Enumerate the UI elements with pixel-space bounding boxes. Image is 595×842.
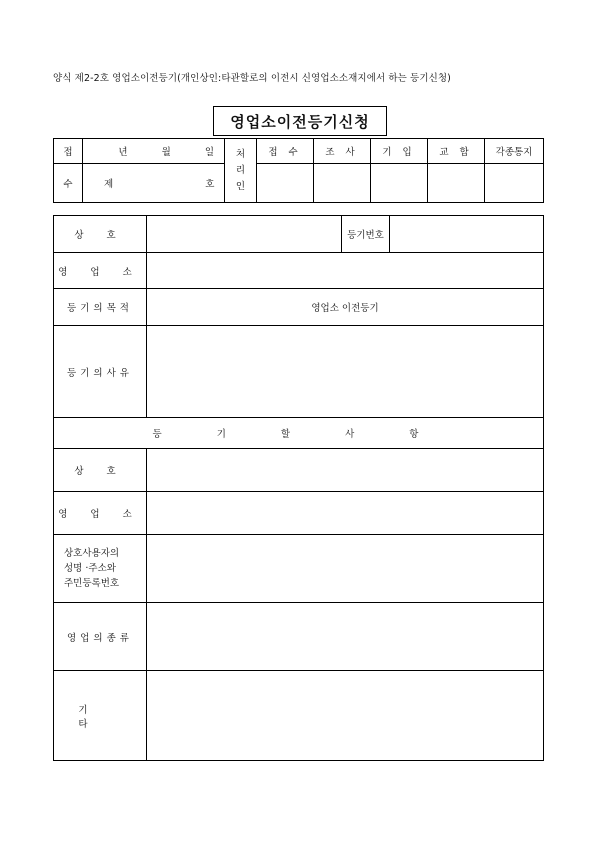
receipt-date-cell[interactable]	[83, 139, 225, 164]
col-notices: 각종통지	[485, 139, 544, 164]
user-info-label	[54, 535, 147, 603]
stamp-notices[interactable]	[485, 164, 544, 203]
receipt-table	[53, 138, 544, 203]
section-heading: 등 기 할 사 항	[54, 417, 544, 448]
receipt-ho-label: 호	[205, 179, 215, 190]
receipt-year-label: 년	[118, 147, 128, 158]
stamp-collation[interactable]	[428, 164, 485, 203]
sangho2-label: 상 호	[54, 448, 147, 491]
registration-no-label: 등기번호	[342, 216, 390, 253]
processor-char-3: 인	[235, 180, 246, 192]
purpose-label: 등기의목적	[54, 289, 147, 326]
col-review: 조 사	[314, 139, 371, 164]
office2-field[interactable]	[147, 492, 544, 535]
purpose-value[interactable]: 영업소 이전등기	[147, 289, 544, 326]
registration-no-field[interactable]	[390, 216, 544, 253]
stamp-receipt[interactable]	[257, 164, 314, 203]
processor-label	[225, 139, 257, 203]
stamp-entry[interactable]	[371, 164, 428, 203]
col-receipt: 접 수	[257, 139, 314, 164]
other-label: 기 타	[54, 671, 147, 761]
user-info-line-3: 주민등록번호	[64, 578, 120, 590]
user-info-field[interactable]	[147, 535, 544, 603]
receipt-je-label: 제	[104, 179, 114, 190]
other-field[interactable]	[147, 671, 544, 761]
user-info-line-2: 성명 ·주소와	[64, 563, 116, 575]
form-title: 영업소이전등기신청	[213, 106, 387, 136]
business-type-field[interactable]	[147, 603, 544, 671]
office-label: 영 업 소	[54, 253, 147, 289]
business-type-label: 영업의종류	[54, 603, 147, 671]
office-field[interactable]	[147, 253, 544, 289]
user-info-line-1: 상호사용자의	[64, 548, 120, 560]
form-caption: 양식 제2-2호 영업소이전등기(개인상인:타관할로의 이전시 신영업소소재지에서 하는 등기신청)	[53, 73, 451, 84]
receipt-number-cell[interactable]	[83, 164, 225, 203]
sangho-label: 상 호	[54, 216, 147, 253]
col-entry: 기 입	[371, 139, 428, 164]
receipt-su-label: 수	[54, 164, 83, 203]
sangho2-field[interactable]	[147, 448, 544, 491]
sangho-field[interactable]	[147, 216, 342, 253]
processor-char-2: 리	[235, 164, 246, 176]
application-form-table	[53, 215, 544, 761]
receipt-day-label: 일	[204, 147, 214, 158]
receipt-jeop-label: 접	[54, 139, 83, 164]
receipt-month-label: 월	[161, 147, 171, 158]
reason-field[interactable]	[147, 326, 544, 418]
col-collation: 교 합	[428, 139, 485, 164]
office2-label: 영 업 소	[54, 492, 147, 535]
stamp-review[interactable]	[314, 164, 371, 203]
processor-char-1: 처	[235, 148, 246, 160]
reason-label: 등기의사유	[54, 326, 147, 418]
